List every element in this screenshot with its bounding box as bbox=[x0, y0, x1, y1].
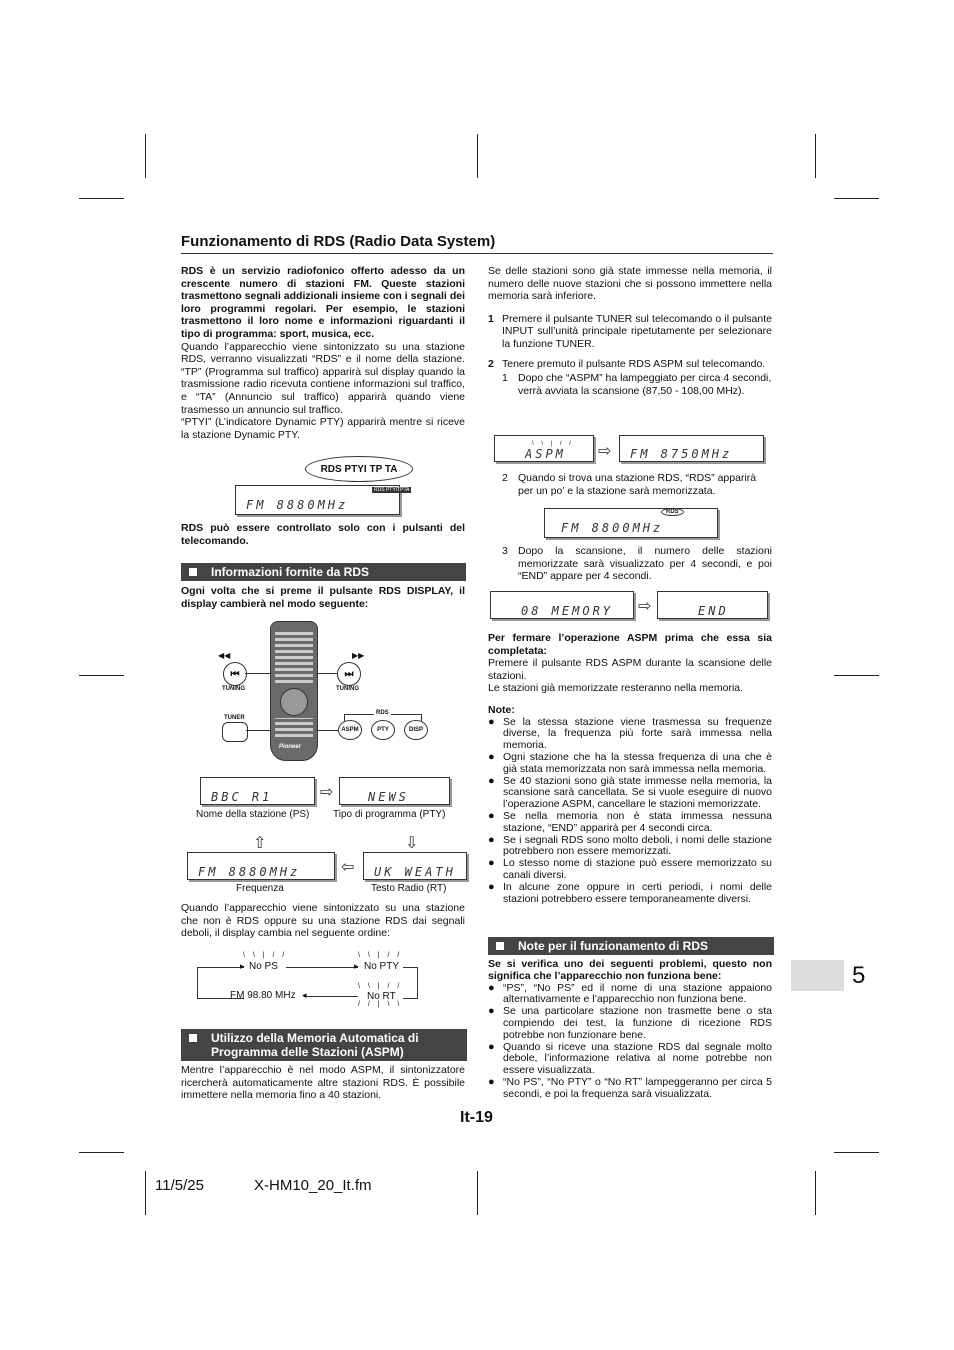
list-item: ● Se una particolare stazione non trasmette bene o sta compiendo dei test, la funzione di ricezione RDS potrebbe non funzionare bene. bbox=[488, 1005, 772, 1041]
lcd-end: END bbox=[657, 591, 768, 619]
tuning-label-left: TUNING bbox=[222, 686, 245, 692]
indicator-bubble bbox=[305, 456, 413, 482]
lcd-8800: FM 8800MHz bbox=[544, 508, 718, 538]
crop-mark bbox=[815, 1171, 816, 1215]
flow-arrowhead: ▸ bbox=[240, 961, 245, 971]
footer-file: X-HM10_20_It.fm bbox=[254, 1177, 372, 1194]
caption-radio-text: Testo Radio (RT) bbox=[371, 883, 447, 894]
lcd-aspm: ASPM bbox=[494, 435, 594, 462]
list-item: ● In alcune zone oppure in certi periodi, i nomi delle stazioni potrebbero essere temporaneamente diversi. bbox=[488, 880, 772, 905]
caption-frequency: Frequenza bbox=[236, 883, 284, 894]
flow-line bbox=[403, 967, 418, 999]
page-number: It-19 bbox=[460, 1109, 493, 1126]
flow-no-pty: No PTY bbox=[364, 961, 400, 972]
flow-blink-rays: \ \ | / / bbox=[358, 983, 403, 990]
aspm-button[interactable]: ASPM bbox=[338, 720, 362, 740]
right-top bbox=[488, 265, 772, 397]
caption-ps: Nome della stazione (PS) bbox=[196, 809, 310, 820]
crop-mark bbox=[79, 1152, 124, 1153]
crop-mark bbox=[834, 675, 879, 676]
stop-heading: Per fermare l’operazione ASPM prima che essa sia completata: bbox=[488, 632, 772, 657]
lcd-memory: 08 MEMORY bbox=[490, 591, 634, 619]
arrow-right-icon: ⇨ bbox=[638, 598, 652, 615]
crop-mark bbox=[145, 1171, 146, 1215]
connector-line bbox=[316, 673, 337, 674]
lcd-station-name: BBC R1 bbox=[200, 777, 315, 805]
fast-forward-icon: ▶▶ bbox=[352, 651, 365, 660]
lcd-display-fm: FM 8880MHz bbox=[235, 485, 400, 515]
crop-mark bbox=[79, 198, 124, 199]
substep-1: 1 Dopo che “ASPM” ha lampeggiato per circa 4 secondi, verrà avviata la scansione (87,50 - 108,00 MHz). bbox=[502, 372, 772, 397]
note-list bbox=[488, 717, 772, 906]
stop-text-2: Le stazioni già memorizzate resteranno nella memoria. bbox=[488, 682, 744, 695]
step-1: 1 Premere il pulsante TUNER sul telecomando o il pulsante INPUT sull’unità principale ripetutamente per selezionare la funzione TUNER. bbox=[488, 312, 772, 350]
right-intro: Se delle stazioni sono già state immesse nella memoria, il numero delle nuove stazioni che si possono immettere nella memoria sarà inferiore. bbox=[488, 265, 772, 303]
indicator-small: RDS PTYITPTA bbox=[374, 487, 410, 493]
flow-arrowhead: ▸ bbox=[354, 961, 359, 971]
crop-mark bbox=[834, 198, 879, 199]
list-item: ● Se la stessa stazione viene trasmessa su frequenze diverse, la frequenza più forte sarà immessa nella memoria. bbox=[488, 715, 772, 752]
non-rds-text: Quando l’apparecchio viene sintonizzato su una stazione che non è RDS oppure su una stazione RDS dai segnali deboli, il display cambia nel seguente ordine: bbox=[181, 902, 465, 940]
rds-para2: “PTYI” (L’indicatore Dynamic PTY) apparirà mentre si riceve la stazione Dynamic PTY. bbox=[181, 416, 465, 441]
list-item: ● “No PS”, “No PTY” o “No RT” lampeggeranno per circa 5 secondi, e poi la frequenza sarà visualizzata. bbox=[488, 1075, 772, 1100]
lcd-frequency: FM 8880MHz bbox=[187, 852, 335, 880]
flow-blink-rays: \ \ | / / bbox=[243, 952, 288, 959]
tuning-down-button[interactable]: ⏮ bbox=[223, 662, 247, 686]
tuning-up-button[interactable]: ⏭ bbox=[337, 662, 361, 686]
left-column bbox=[181, 265, 465, 441]
flow-no-ps: No PS bbox=[249, 961, 278, 972]
crop-mark bbox=[477, 1171, 478, 1215]
arrow-right-icon: ⇨ bbox=[320, 784, 334, 801]
arrow-down-icon: ⇩ bbox=[405, 835, 419, 852]
lcd-8750: FM 8750MHz bbox=[619, 435, 764, 462]
tuning-label-right: TUNING bbox=[336, 686, 359, 692]
rds-notes-list bbox=[488, 983, 772, 1101]
disp-button[interactable]: DISP bbox=[404, 720, 428, 740]
flow-blink-rays: \ \ | / / bbox=[358, 952, 403, 959]
rds-notes bbox=[488, 959, 772, 1101]
note-label: Note: bbox=[488, 703, 515, 716]
list-item: ● Lo stesso nome di stazione può essere memorizzato su canali diversi. bbox=[488, 857, 772, 881]
crop-mark bbox=[834, 1152, 879, 1153]
list-item: ● Se nella memoria non è stata immessa nessuna stazione, “END” apparirà per 4 secondi circa. bbox=[488, 809, 772, 834]
connector-line bbox=[316, 730, 338, 731]
flow-line bbox=[286, 967, 358, 968]
footer-date: 11/5/25 bbox=[155, 1177, 204, 1194]
arrow-right-icon: ⇨ bbox=[598, 443, 612, 460]
tuner-label: TUNER bbox=[224, 715, 245, 721]
caption-pty: Tipo di programma (PTY) bbox=[333, 809, 446, 820]
section-rds-notes: Note per il funzionamento di RDS bbox=[488, 937, 774, 955]
chapter-tab bbox=[791, 960, 844, 991]
page-title: Funzionamento di RDS (Radio Data System) bbox=[181, 233, 773, 254]
rds-tag: RDS bbox=[661, 508, 684, 516]
blink-rays: \ \ | / / bbox=[532, 441, 574, 447]
rds-label: RDS bbox=[376, 710, 389, 716]
stop-text-1: Premere il pulsante RDS ASPM durante la scansione delle stazioni. bbox=[488, 657, 772, 682]
flow-line bbox=[304, 996, 358, 997]
flow-fm: FM 98.80 MHz bbox=[230, 990, 296, 1001]
flow-blink-rays: / / | \ \ bbox=[358, 1001, 403, 1008]
substep-2: 2 Quando si trova una stazione RDS, “RDS” apparirà per un po’ e la stazione sarà memorizzata. bbox=[502, 472, 757, 497]
flow-line bbox=[197, 967, 244, 999]
right-notes bbox=[488, 632, 772, 905]
aspm-intro: Mentre l’apparecchio è nel modo ASPM, il sintonizzatore ricercherà automaticamente altre stazioni RDS. È possibile immettere nella memoria fino a 40 stazioni. bbox=[181, 1064, 465, 1102]
list-item: ● Ogni stazione che ha la stessa frequenza di una che è già stata memorizzata non sarà immessa nella memoria. bbox=[488, 750, 772, 775]
rewind-icon: ◀◀ bbox=[218, 651, 231, 660]
crop-mark bbox=[145, 134, 146, 178]
indicator-bubble-text: RDS PTYI TP TA bbox=[320, 463, 398, 475]
flow-arrowhead: ◂ bbox=[302, 990, 307, 1000]
remote-control bbox=[270, 621, 318, 761]
remote-note: RDS può essere controllato solo con i pulsanti del telecomando. bbox=[181, 522, 465, 547]
list-item: ● Se 40 stazioni sono già state immesse nella memoria, la scansione sarà cancellata. Se si vuole eseguire di nuovo l’operazione ASPM, cancellare le stazioni memorizzate. bbox=[488, 774, 772, 811]
section-aspm: Utilizzo della Memoria Automatica di Programma delle Stazioni (ASPM) bbox=[181, 1029, 467, 1061]
connector-line bbox=[245, 673, 270, 674]
step-2: 2 Tenere premuto il pulsante RDS ASPM sul telecomando. bbox=[488, 357, 766, 370]
rds-para1: Quando l’apparecchio viene sintonizzato su una stazione RDS, verranno visualizzati “RDS” e il nome della stazione. “TP” (Programma sul traffico) apparirà sul display quando la trasmissione radio ricevuta contiene informazioni sul traffico, e “TA” (Annuncio sul traffico) apparirà quando viene trasmesso un annuncio sul traffico. bbox=[181, 340, 465, 416]
list-item: ● “PS”, “No PS” ed il nome di una stazione appaiono alternativamente e l’apparecchio non funziona bene. bbox=[488, 981, 772, 1006]
section-rds-info: Informazioni fornite da RDS bbox=[181, 563, 466, 581]
arrow-left-icon: ⇦ bbox=[341, 859, 355, 876]
remote-brand: Pioneer bbox=[279, 744, 302, 750]
substep-3: 3 Dopo la scansione, il numero delle stazioni memorizzate sarà visualizzato per 4 secondi, e poi “END” appare per 4 secondi. bbox=[502, 545, 772, 583]
lcd-program-type: NEWS bbox=[339, 777, 450, 805]
arrow-up-icon: ⇧ bbox=[253, 835, 267, 852]
rds-notes-heading: Se si verifica uno dei seguenti problemi, questo non significa che l’apparecchio non funziona bene: bbox=[488, 958, 772, 982]
connector-line bbox=[246, 730, 270, 731]
list-item: ● Quando si riceve una stazione RDS dal segnale molto debole, l’informazione relativa al nome potrebbe non essere visualizzata. bbox=[488, 1040, 772, 1077]
list-item: ● Se i segnali RDS sono molto deboli, i nomi delle stazione potrebbero non essere memorizzati. bbox=[488, 833, 772, 858]
crop-mark bbox=[477, 134, 478, 178]
section1-intro: Ogni volta che si preme il pulsante RDS DISPLAY, il display cambierà nel modo seguente: bbox=[181, 585, 465, 610]
pty-button[interactable]: PTY bbox=[371, 720, 395, 740]
crop-mark bbox=[79, 675, 124, 676]
crop-mark bbox=[815, 134, 816, 178]
tuner-button[interactable] bbox=[222, 722, 248, 742]
lcd-radio-text: UK WEATH bbox=[363, 852, 467, 880]
flow-no-rt: No RT bbox=[367, 991, 396, 1002]
rds-intro: RDS è un servizio radiofonico offerto adesso da un crescente numero di stazioni FM. Queste stazioni trasmettono segnali addizionali insieme con i segnali dei loro programmi regolari. Per esempio, le stazioni trasmettono il loro nome e informazioni riguardanti il tipo di programma: sport, musica, ecc. bbox=[181, 265, 465, 340]
chapter-number: 5 bbox=[852, 962, 866, 989]
